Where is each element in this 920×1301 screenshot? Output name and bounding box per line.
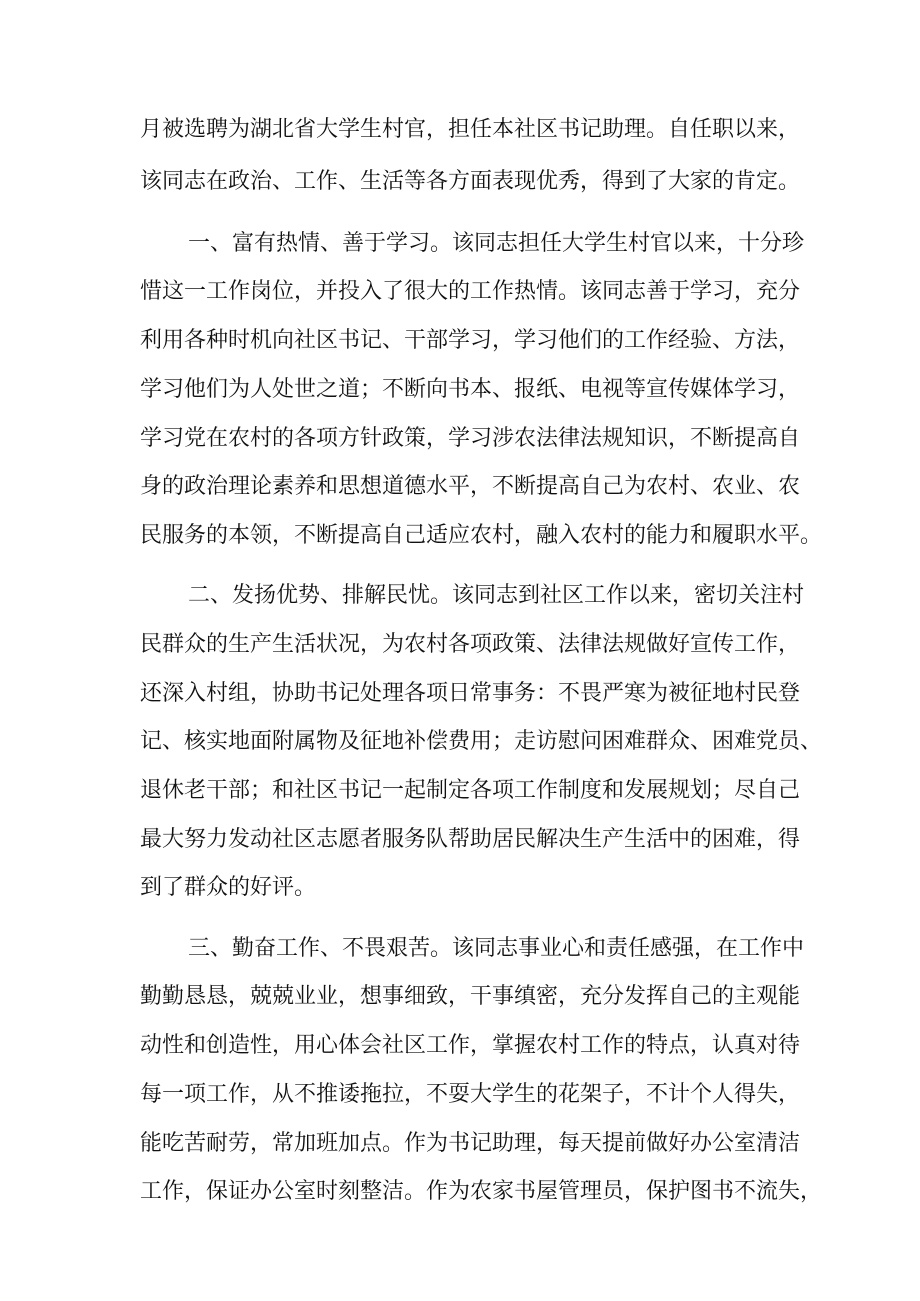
paragraph-3-line-5: 退休老干部；和社区书记一起制定各项工作制度和发展规划；尽自己 — [140, 778, 801, 803]
paragraph-3-line-4: 记、核实地面附属物及征地补偿费用；走访慰问困难群众、困难党员、 — [140, 729, 823, 754]
paragraph-2-line-6: 身的政治理论素养和思想道德水平，不断提高自己为农村、农业、农 — [140, 474, 801, 499]
paragraph-2-line-7: 民服务的本领，不断提高自己适应农村，融入农村的能力和履职水平。 — [140, 523, 823, 548]
paragraph-2-line-1: 一、富有热情、善于学习。该同志担任大学生村官以来，十分珍 — [188, 231, 805, 256]
paragraph-2-line-4: 学习他们为人处世之道；不断向书本、报纸、电视等宣传媒体学习， — [140, 377, 801, 402]
paragraph-4-line-2: 勤勤恳恳，兢兢业业，想事细致，干事缜密，充分发挥自己的主观能 — [140, 984, 801, 1009]
paragraph-1-line-1: 月被选聘为湖北省大学生村官，担任本社区书记助理。自任职以来， — [140, 117, 801, 142]
paragraph-4-line-1: 三、勤奋工作、不畏艰苦。该同志事业心和责任感强，在工作中 — [188, 936, 805, 961]
paragraph-1-line-2: 该同志在政治、工作、生活等各方面表现优秀，得到了大家的肯定。 — [140, 169, 801, 194]
paragraph-4-line-5: 能吃苦耐劳，常加班加点。作为书记助理，每天提前做好办公室清洁 — [140, 1131, 801, 1156]
paragraph-2-line-5: 学习党在农村的各项方针政策，学习涉农法律法规知识，不断提高自 — [140, 426, 801, 451]
paragraph-3-line-3: 还深入村组，协助书记处理各项日常事务：不畏严寒为被征地村民登 — [140, 681, 801, 706]
paragraph-3-line-7: 到了群众的好评。 — [140, 875, 317, 900]
paragraph-3-line-2: 民群众的生产生活状况，为农村各项政策、法律法规做好宣传工作， — [140, 632, 801, 657]
paragraph-3-line-1: 二、发扬优势、排解民忧。该同志到社区工作以来，密切关注村 — [188, 583, 805, 608]
paragraph-4-line-6: 工作，保证办公室时刻整洁。作为农家书屋管理员，保护图书不流失， — [140, 1179, 823, 1204]
paragraph-4-line-3: 动性和创造性，用心体会社区工作，掌握农村工作的特点，认真对待 — [140, 1033, 801, 1058]
paragraph-3-line-6: 最大努力发动社区志愿者服务队帮助居民解决生产生活中的困难，得 — [140, 827, 801, 852]
paragraph-2-line-3: 利用各种时机向社区书记、干部学习，学习他们的工作经验、方法， — [140, 328, 801, 353]
paragraph-2-line-2: 惜这一工作岗位，并投入了很大的工作热情。该同志善于学习，充分 — [140, 279, 801, 304]
paragraph-4-line-4: 每一项工作，从不推诿拖拉，不耍大学生的花架子，不计个人得失， — [140, 1082, 801, 1107]
